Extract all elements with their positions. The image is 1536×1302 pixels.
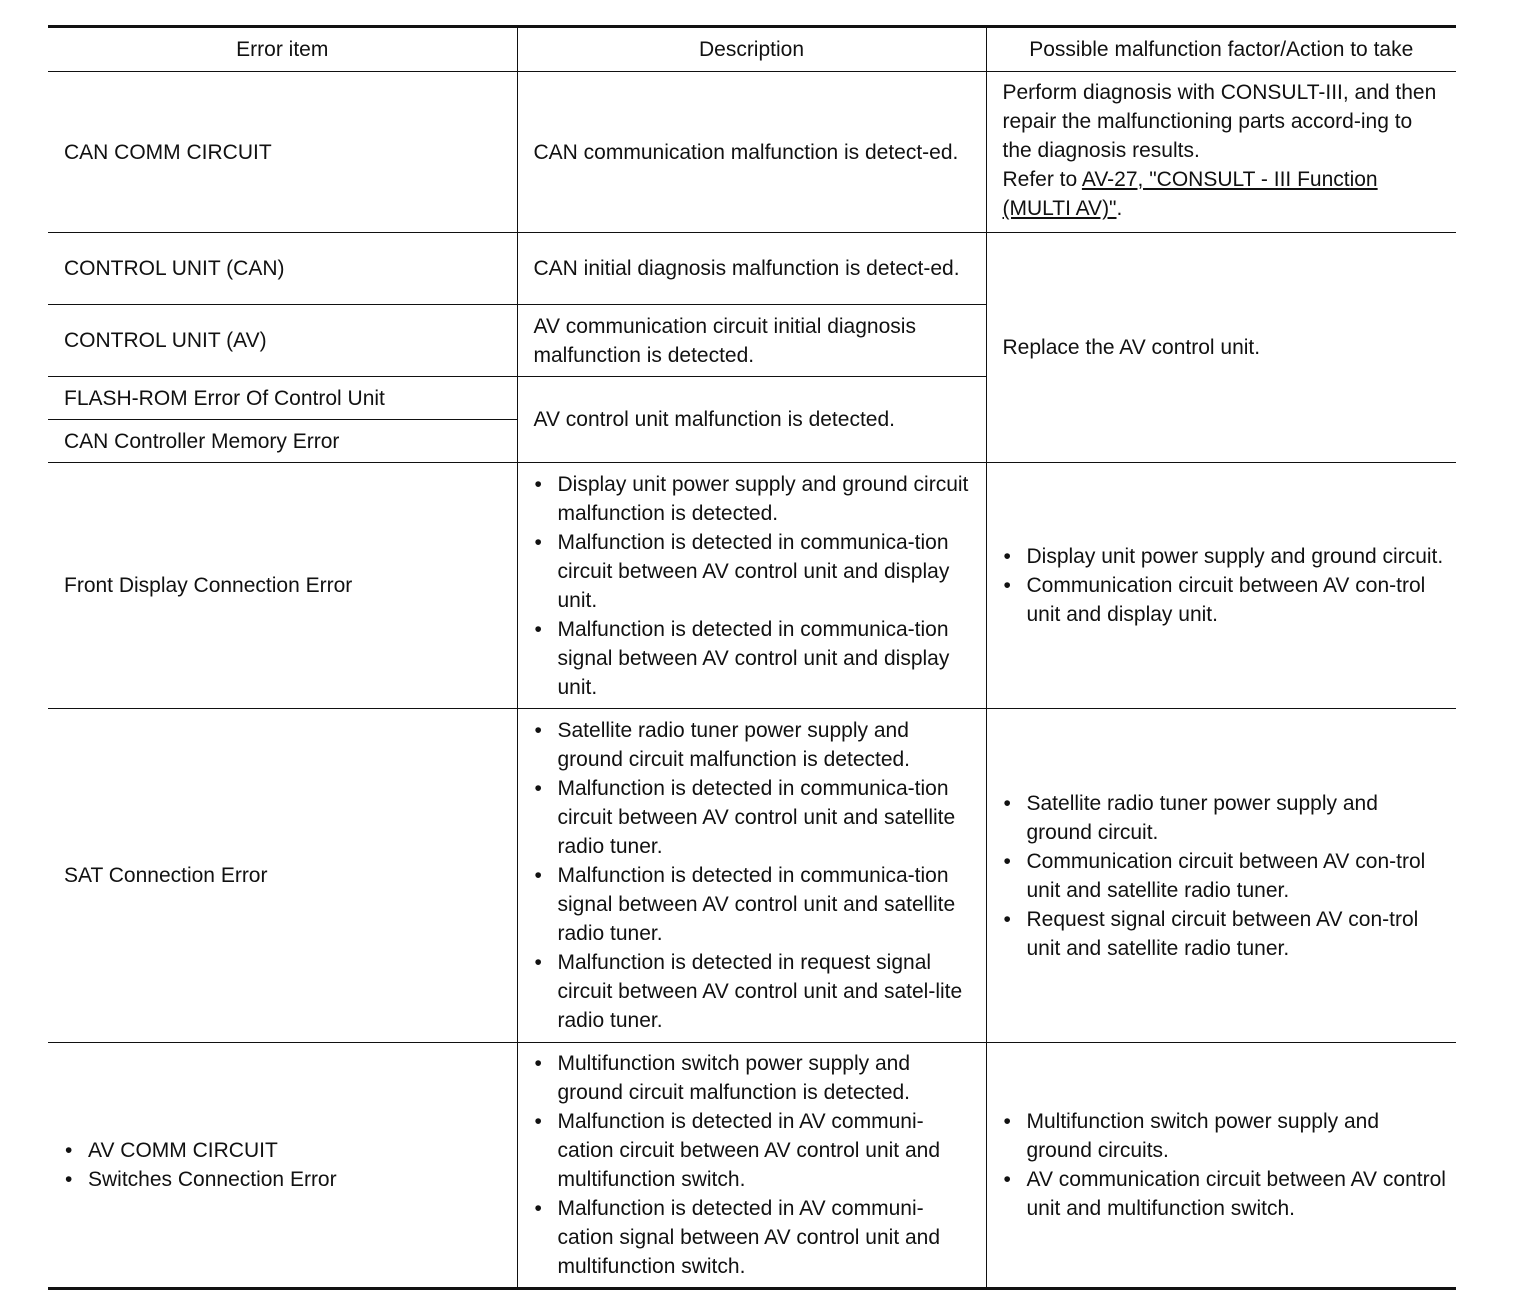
list-item: • Satellite radio tuner power supply and ground circuit malfunction is detected. bbox=[534, 716, 976, 774]
list-item: • Multifunction switch power supply and ground circuits. bbox=[1003, 1107, 1447, 1165]
error-item-table bbox=[48, 25, 1456, 1290]
header-error-item: Error item bbox=[48, 27, 517, 72]
description-cell bbox=[517, 709, 986, 1043]
action-cell: Replace the AV control unit. bbox=[986, 233, 1456, 463]
error-item-list bbox=[64, 1136, 507, 1194]
list-item: • Malfunction is detected in request signal circuit between AV control unit and satel-lite radio tuner. bbox=[534, 948, 976, 1035]
error-item-cell: Front Display Connection Error bbox=[48, 463, 517, 709]
list-item: • AV COMM CIRCUIT bbox=[64, 1136, 507, 1165]
description-list bbox=[534, 716, 976, 1035]
action-cell bbox=[986, 709, 1456, 1043]
refer-prefix: Refer to bbox=[1002, 168, 1082, 191]
description-list bbox=[534, 1049, 976, 1281]
list-item: • Display unit power supply and ground circuit malfunction is detected. bbox=[534, 470, 976, 528]
header-action: Possible malfunction factor/Action to take bbox=[986, 27, 1456, 72]
list-item: • Malfunction is detected in communica-tion circuit between AV control unit and satellite radio tuner. bbox=[534, 774, 976, 861]
action-text: Perform diagnosis with CONSULT-III, and then repair the malfunctioning parts accord-ing to the diagnosis results. bbox=[1002, 81, 1437, 162]
header-description: Description bbox=[517, 27, 986, 72]
action-list bbox=[1003, 789, 1447, 963]
error-item-cell: CAN COMM CIRCUIT bbox=[48, 72, 517, 233]
description-cell bbox=[517, 1043, 986, 1289]
list-item: • Communication circuit between AV con-trol unit and display unit. bbox=[1003, 571, 1447, 629]
description-cell: AV communication circuit initial diagnosis malfunction is detected. bbox=[517, 305, 986, 377]
list-item: • Communication circuit between AV con-trol unit and satellite radio tuner. bbox=[1003, 847, 1447, 905]
refer-suffix: . bbox=[1116, 197, 1123, 220]
list-item: • Malfunction is detected in communica-tion signal between AV control unit and satellite radio tuner. bbox=[534, 861, 976, 948]
action-list bbox=[1003, 1107, 1447, 1223]
list-item: • Malfunction is detected in communica-tion circuit between AV control unit and display unit. bbox=[534, 528, 976, 615]
action-list bbox=[1003, 542, 1447, 629]
list-item: • Display unit power supply and ground circuit. bbox=[1003, 542, 1447, 571]
list-item: • Malfunction is detected in AV communi-cation circuit between AV control unit and multifunction switch. bbox=[534, 1107, 976, 1194]
consult-function-link[interactable]: AV-27, "CONSULT - III Function (MULTI AV)" bbox=[1002, 168, 1378, 220]
error-item-cell: CAN Controller Memory Error bbox=[48, 420, 517, 463]
table-row bbox=[48, 1043, 1456, 1289]
table-row bbox=[48, 233, 1456, 305]
list-item: • AV communication circuit between AV control unit and multifunction switch. bbox=[1003, 1165, 1447, 1223]
list-item: • Satellite radio tuner power supply and ground circuit. bbox=[1003, 789, 1447, 847]
action-cell bbox=[986, 72, 1456, 233]
table-row bbox=[48, 463, 1456, 709]
error-item-cell: SAT Connection Error bbox=[48, 709, 517, 1043]
error-item-cell: FLASH-ROM Error Of Control Unit bbox=[48, 377, 517, 420]
table-row bbox=[48, 72, 1456, 233]
table-row bbox=[48, 709, 1456, 1043]
action-cell bbox=[986, 1043, 1456, 1289]
description-cell bbox=[517, 463, 986, 709]
description-cell: CAN initial diagnosis malfunction is detect-ed. bbox=[517, 233, 986, 305]
description-cell: CAN communication malfunction is detect-ed. bbox=[517, 72, 986, 233]
error-item-cell bbox=[48, 1043, 517, 1289]
list-item: • Request signal circuit between AV con-trol unit and satellite radio tuner. bbox=[1003, 905, 1447, 963]
table-header-row bbox=[48, 27, 1456, 72]
action-cell bbox=[986, 463, 1456, 709]
list-item: • Multifunction switch power supply and ground circuit malfunction is detected. bbox=[534, 1049, 976, 1107]
list-item: • Malfunction is detected in AV communi-cation signal between AV control unit and multifunction switch. bbox=[534, 1194, 976, 1281]
description-cell: AV control unit malfunction is detected. bbox=[517, 377, 986, 463]
list-item: • Switches Connection Error bbox=[64, 1165, 507, 1194]
list-item: • Malfunction is detected in communica-tion signal between AV control unit and display unit. bbox=[534, 615, 976, 702]
description-list bbox=[534, 470, 976, 702]
error-item-cell: CONTROL UNIT (CAN) bbox=[48, 233, 517, 305]
error-item-cell: CONTROL UNIT (AV) bbox=[48, 305, 517, 377]
